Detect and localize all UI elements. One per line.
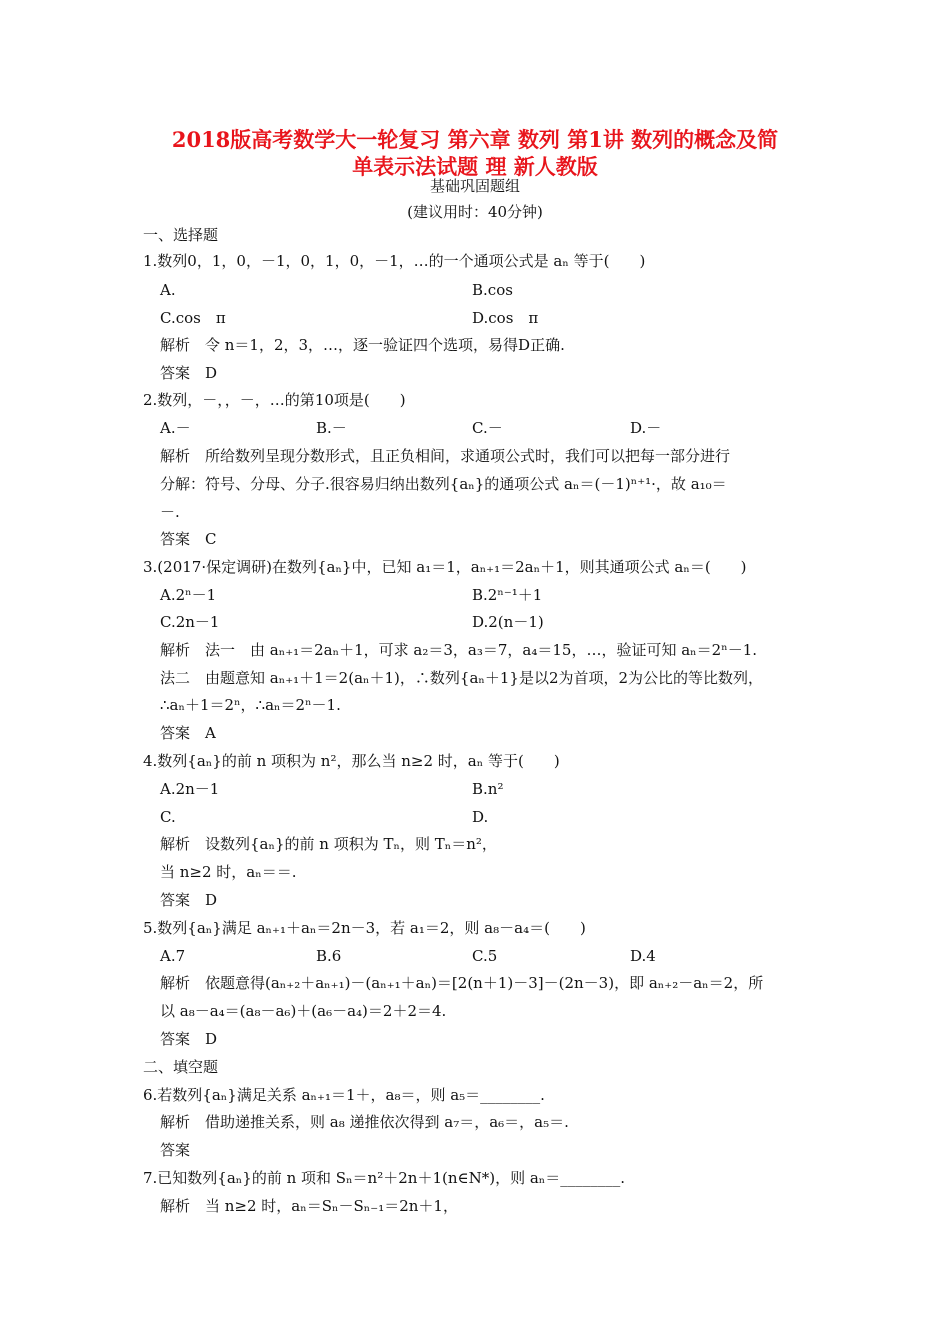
question-1-stem: 1.数列0，1，0，－1，0，1，0，－1，…的一个通项公式是 aₙ 等于( ) xyxy=(143,252,646,270)
question-3-option-c: C.2n－1 xyxy=(160,613,220,631)
question-3-answer: 答案 A xyxy=(160,724,216,742)
question-3-stem: 3.(2017·保定调研)在数列{aₙ}中，已知 a₁＝1，aₙ₊₁＝2aₙ＋1，则其通项公式 aₙ＝( ) xyxy=(143,558,747,576)
question-4-option-b: B.n² xyxy=(472,780,504,798)
question-1-option-c: C.cos π xyxy=(160,309,226,327)
question-5-option-b: B.6 xyxy=(316,947,342,965)
question-1-option-d: D.cos π xyxy=(472,309,539,327)
question-2-option-a: A.－ xyxy=(160,419,191,437)
question-6-stem: 6.若数列{aₙ}满足关系 aₙ₊₁＝1＋，a₈＝，则 a₅＝________. xyxy=(143,1086,545,1104)
question-2-analysis-line-3: －. xyxy=(160,503,180,521)
question-5-analysis-line-2: 以 a₈－a₄＝(a₈－a₆)＋(a₆－a₄)＝2＋2＝4. xyxy=(160,1002,447,1020)
question-5-analysis-line-1: 解析 依题意得(aₙ₊₂＋aₙ₊₁)－(aₙ₊₁＋aₙ)＝[2(n＋1)－3]－(2n－3)，即 aₙ₊₂－aₙ＝2，所 xyxy=(160,974,764,992)
question-7-stem: 7.已知数列{aₙ}的前 n 项和 Sₙ＝n²＋2n＋1(n∈N*)，则 aₙ＝________. xyxy=(143,1169,626,1187)
question-3-analysis-line-3: ∴aₙ＋1＝2ⁿ，∴aₙ＝2ⁿ－1. xyxy=(160,696,341,714)
question-4-option-d: D. xyxy=(472,808,489,826)
question-5-stem: 5.数列{aₙ}满足 aₙ₊₁＋aₙ＝2n－3，若 a₁＝2，则 a₈－a₄＝( ) xyxy=(143,919,586,937)
question-3-option-d: D.2(n－1) xyxy=(472,613,544,631)
question-5-option-d: D.4 xyxy=(630,947,656,965)
question-6-answer: 答案 xyxy=(160,1141,191,1159)
document-title-line-2: 单表示法试题 理 新人教版 xyxy=(352,154,598,179)
question-2-answer: 答案 C xyxy=(160,530,217,548)
question-1-option-b: B.cos xyxy=(472,281,513,299)
question-2-option-c: C.－ xyxy=(472,419,503,437)
question-4-option-a: A.2n－1 xyxy=(160,780,220,798)
question-2-analysis-line-1: 解析 所给数列呈现分数形式，且正负相间，求通项公式时，我们可以把每一部分进行 xyxy=(160,447,731,465)
question-2-stem: 2.数列，－，，－，…的第10项是( ) xyxy=(143,391,406,409)
question-3-option-b: B.2ⁿ⁻¹＋1 xyxy=(472,586,543,604)
question-7-analysis: 解析 当 n≥2 时，aₙ＝Sₙ－Sₙ₋₁＝2n＋1， xyxy=(160,1197,458,1215)
question-2-option-b: B.－ xyxy=(316,419,347,437)
question-5-option-a: A.7 xyxy=(160,947,186,965)
question-1-option-a: A. xyxy=(160,281,176,299)
question-5-option-c: C.5 xyxy=(472,947,498,965)
question-2-analysis-line-2: 分解：符号、分母、分子.很容易归纳出数列{aₙ}的通项公式 aₙ＝(－1)ⁿ⁺¹·，故 a₁₀＝ xyxy=(160,475,727,493)
question-3-option-a: A.2ⁿ－1 xyxy=(160,586,217,604)
section-choice: 一、选择题 xyxy=(143,226,219,244)
question-4-analysis-line-2: 当 n≥2 时，aₙ＝＝. xyxy=(160,863,297,881)
question-4-stem: 4.数列{aₙ}的前 n 项积为 n²，那么当 n≥2 时，aₙ 等于( ) xyxy=(143,752,560,770)
question-4-analysis-line-1: 解析 设数列{aₙ}的前 n 项积为 Tₙ，则 Tₙ＝n²， xyxy=(160,835,497,853)
section-fill-in: 二、填空题 xyxy=(143,1058,219,1076)
question-4-option-c: C. xyxy=(160,808,176,826)
question-2-option-d: D.－ xyxy=(630,419,662,437)
question-3-analysis-line-1: 解析 法一 由 aₙ₊₁＝2aₙ＋1，可求 a₂＝3，a₃＝7，a₄＝15，…，验证可知 aₙ＝2ⁿ－1. xyxy=(160,641,758,659)
document-title-line-1: 2018版高考数学大一轮复习 第六章 数列 第1讲 数列的概念及简 xyxy=(171,127,779,152)
section-heading: 基础巩固题组 xyxy=(429,177,520,195)
question-3-analysis-line-2: 法二 由题意知 aₙ₊₁＋1＝2(aₙ＋1)，∴数列{aₙ＋1}是以2为首项，2为公比的等比数列， xyxy=(160,669,764,687)
question-5-answer: 答案 D xyxy=(160,1030,218,1048)
question-6-analysis: 解析 借助递推关系，则 a₈ 递推依次得到 a₇＝，a₆＝，a₅＝. xyxy=(160,1113,569,1131)
question-1-answer: 答案 D xyxy=(160,364,218,382)
time-hint: (建议用时：40分钟) xyxy=(407,203,543,221)
question-1-analysis: 解析 令 n＝1，2，3，…，逐一验证四个选项，易得D正确. xyxy=(160,336,565,354)
question-4-answer: 答案 D xyxy=(160,891,218,909)
